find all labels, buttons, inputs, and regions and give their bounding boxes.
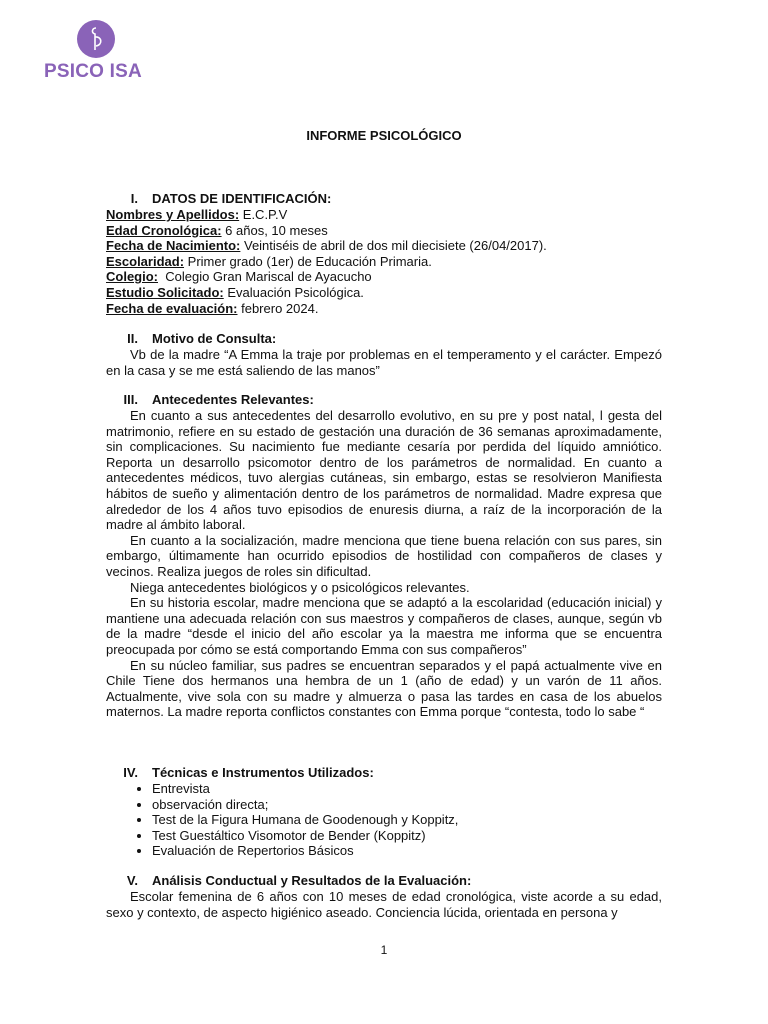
section-number: V. (126, 873, 138, 888)
field-value: E.C.P.V (239, 207, 288, 222)
field-label: Nombres y Apellidos: (106, 207, 240, 222)
section-heading: DATOS DE IDENTIFICACIÓN: (152, 191, 332, 206)
section-identification (106, 191, 662, 316)
field-value: febrero 2024. (237, 300, 319, 316)
analysis-text: Escolar femenina de 6 años con 10 meses de edad cronológica, viste acorde a su edad, sexo y contexto, de aspecto higiénico aseado. Conciencia lúcida, orientada en persona y (106, 889, 662, 920)
section-number: II. (127, 331, 138, 346)
section-heading: Técnicas e Instrumentos Utilizados: (152, 765, 374, 780)
field-value: 6 años, 10 meses (221, 222, 328, 238)
background-paragraph: En cuanto a sus antecedentes del desarrollo evolutivo, en su pre y post natal, l gesta del matrimonio, refiere en su estado de gestación una duración de 36 semanas aproximadamente, sin complicaciones. Su nacimiento fue mediante cesaría por perdida del líquido amniótico. Reporta un desarrollo psicomotor dentro de los parámetros de normalidad. En cuanto a antecedentes médicos, tuvo alergias cutáneas, sin embargo, estas se resolvieron Manifiesta hábitos de sueño y alimentación dentro de los parámetros de normalidad. Madre expresa que alrededor de los 4 años tuvo episodios de enuresis diurna, a raíz de la incorporación de la madre al ámbito laboral. (106, 408, 662, 533)
background-paragraph: Niega antecedentes biológicos y o psicológicos relevantes. (130, 579, 470, 595)
consultation-text: Vb de la madre “A Emma la traje por problemas en el temperamento y el carácter. Empezó en la casa y se me está saliendo de las manos” (106, 347, 662, 378)
field-value: Evaluación Psicológica. (223, 284, 364, 300)
field-label: Colegio: (106, 269, 158, 285)
list-item: • observación directa; (152, 797, 662, 813)
techniques-list (106, 781, 662, 859)
psico-isa-logo (44, 18, 150, 84)
background-paragraph: En su historia escolar, madre menciona que se adaptó a la escolaridad (educación inicial) y mantiene una adecuada relación con sus maestros y compañeros de clases, aunque, según vb de la madre “desde el inicio del año escolar ya la maestra me informa que se encuentra preocupada por cómo se está comportando Emma con sus compañeros” (106, 595, 662, 657)
field-label: Edad Cronológica: (106, 222, 222, 238)
logo-circle-icon (77, 20, 115, 58)
field-value: Colegio Gran Mariscal de Ayacucho (158, 269, 372, 285)
list-item: • Test Guestáltico Visomotor de Bender (Koppitz) (152, 828, 662, 844)
section-heading: Motivo de Consulta: (152, 331, 277, 346)
identification-fields (106, 207, 662, 316)
section-heading: Análisis Conductual y Resultados de la Evaluación: (152, 873, 472, 888)
section-consultation (106, 331, 662, 378)
page-number: 1 (380, 943, 388, 957)
report-title: INFORME PSICOLÓGICO (306, 128, 462, 143)
background-paragraph: En su núcleo familiar, sus padres se encuentran separados y el papá actualmente vive en Chile Tiene dos hermanos una hembra de un 1 (año de edad) y un varón de 11 años. Actualmente, vive sola con su madre y almuerza o pasa las tardes en casa de los abuelos maternos. La madre reporta conflictos constantes con Emma porque “contesta, todo lo sabe “ (106, 657, 662, 720)
identification-field (106, 207, 662, 223)
section-background (106, 392, 662, 720)
section-number: IV. (123, 765, 138, 780)
list-item: • Entrevista (152, 781, 662, 797)
section-number: III. (123, 392, 138, 407)
identification-field (106, 238, 662, 254)
logo-text: PSICO ISA (44, 61, 142, 82)
section-heading: Antecedentes Relevantes: (152, 392, 314, 407)
identification-field (106, 254, 662, 270)
section-techniques (106, 765, 662, 859)
field-label: Estudio Solicitado: (106, 284, 224, 300)
field-label: Fecha de Nacimiento: (106, 238, 241, 254)
section-number: I. (130, 191, 138, 206)
identification-field (106, 285, 662, 301)
identification-field (106, 269, 662, 285)
field-label: Escolaridad: (106, 253, 185, 269)
identification-field (106, 301, 662, 317)
list-item: • Test de la Figura Humana de Goodenough y Koppitz, (152, 812, 662, 828)
field-value: Veintiséis de abril de dos mil diecisiete (26/04/2017). (240, 238, 547, 254)
background-paragraph: En cuanto a la socialización, madre menciona que tiene buena relación con sus pares, sin embargo, últimamente han ocurrido episodios de hostilidad con compañeros de clases y vecinos. Realiza juegos de roles sin dificultad. (106, 532, 662, 579)
field-label: Fecha de evaluación: (106, 300, 238, 316)
identification-field (106, 223, 662, 239)
section-analysis (106, 873, 662, 920)
field-value: Primer grado (1er) de Educación Primaria. (184, 253, 432, 269)
list-item: • Evaluación de Repertorios Básicos (152, 843, 662, 859)
